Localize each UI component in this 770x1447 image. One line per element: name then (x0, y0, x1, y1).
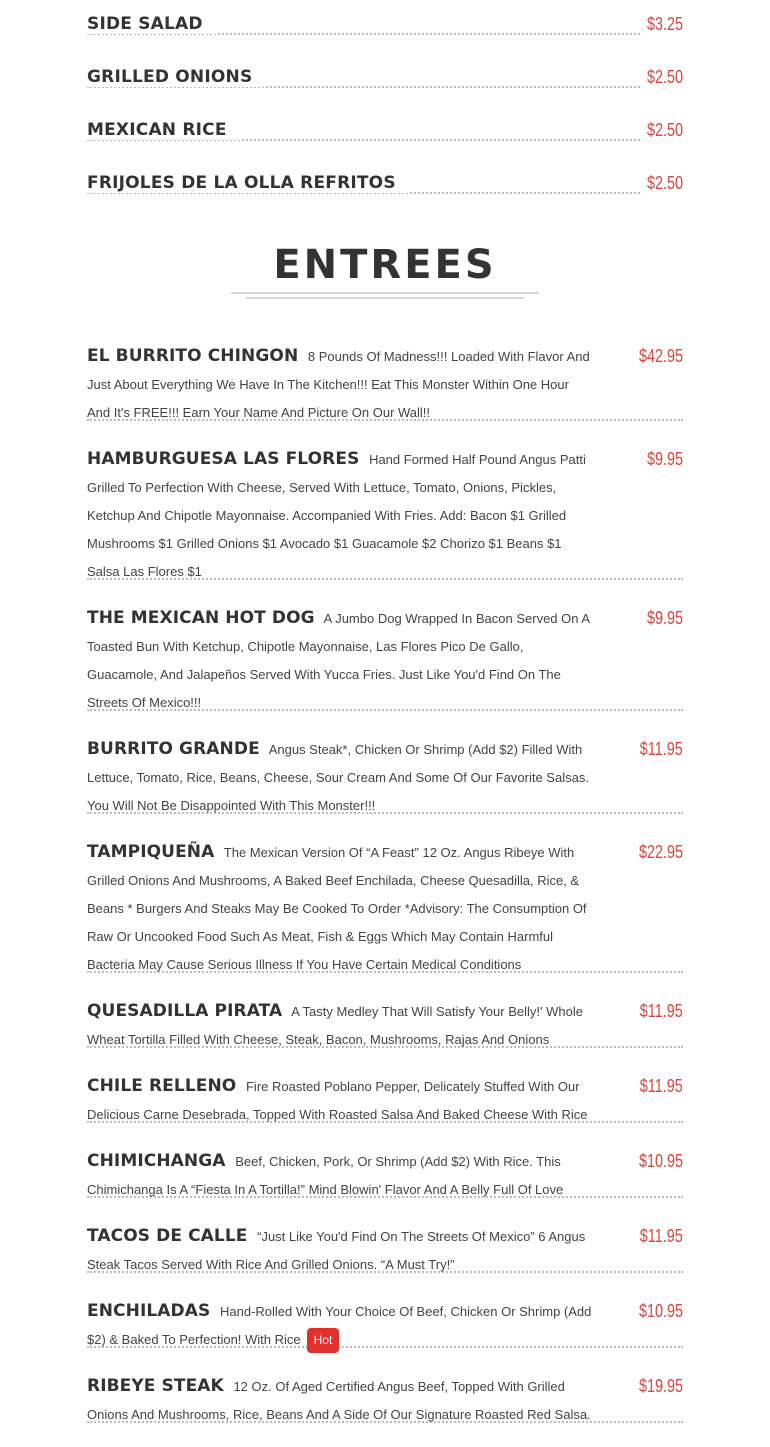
title-underline (231, 292, 539, 294)
menu-item-chimichanga (87, 1147, 683, 1198)
item-name: THE MEXICAN HOT DOG (87, 608, 315, 628)
item-price: $2.50 (642, 120, 683, 141)
item-name: FRIJOLES DE LA OLLA REFRITOS (87, 173, 410, 193)
hot-badge: Hot (307, 1328, 340, 1353)
item-description: Angus Steak*, Chicken Or Shrimp (Add $2) Filled With Lettuce, Tomato, Rice, Beans, Cheese, Sour Cream And Some Of Our Favorite Salsas. You Will Not Be Disappointed With This Monster!!! (87, 742, 589, 813)
menu-item-enchiladas (87, 1297, 683, 1348)
item-description: 12 Oz. Of Aged Certified Angus Beef, Topped With Grilled Onions And Mushrooms, Rice, Beans And A Side Of Our Signature Roasted Red Salsa. (87, 1379, 591, 1422)
menu-item-mexican-rice (87, 106, 683, 159)
item-name: GRILLED ONIONS (87, 67, 266, 87)
item-price: $11.95 (640, 1076, 683, 1096)
item-price: $2.50 (642, 173, 683, 194)
item-description: “Just Like You'd Find On The Streets Of Mexico” 6 Angus Steak Tacos Served With Rice And Grilled Onions. “A Must Try!” (87, 1229, 586, 1272)
item-price: $11.95 (640, 739, 683, 759)
item-price: $3.25 (642, 14, 683, 35)
item-description: Hand Formed Half Pound Angus Patti Grilled To Perfection With Cheese, Served With Lettuce, Tomato, Onions, Pickles, Ketchup And Chipotle Mayonnaise. Accompanied With Fries. Add: Bacon $1 Grilled Mushrooms $1 Grilled Onions $1 Avocado $1 Guacamole $2 Chorizo $1 Beans $1 Salsa Las Flores $1 (87, 452, 586, 579)
item-name: EL BURRITO CHINGON (87, 346, 299, 366)
menu-item-ribeye-steak (87, 1372, 683, 1423)
menu-item-grilled-onions (87, 53, 683, 106)
menu-item-tacos-de-calle (87, 1222, 683, 1273)
item-price: $19.95 (638, 1376, 683, 1396)
menu-item-frijoles (87, 159, 683, 212)
menu-item-quesadilla-pirata (87, 997, 683, 1048)
item-name: SIDE SALAD (87, 14, 217, 34)
menu-item-tampiquena (87, 838, 683, 973)
item-price: $9.95 (646, 449, 683, 469)
item-name: HAMBURGUESA LAS FLORES (87, 449, 360, 469)
menu-item-mexican-hot-dog (87, 604, 683, 711)
item-description: A Jumbo Dog Wrapped In Bacon Served On A Toasted Bun With Ketchup, Chipotle Mayonnaise, Las Flores Pico De Gallo, Guacamole, And Jalapeños Served With Yucca Fries. Just Like You'd Find On The Streets Of Mexico!!! (87, 611, 590, 710)
item-name: TACOS DE CALLE (87, 1226, 248, 1246)
menu (87, 0, 683, 1447)
section-title: ENTREES (273, 242, 497, 288)
item-price: $42.95 (638, 346, 683, 366)
item-name: ENCHILADAS (87, 1301, 211, 1321)
item-description: 8 Pounds Of Madness!!! Loaded With Flavor And Just About Everything We Have In The Kitchen!!! Eat This Monster Within One Hour And It's FREE!!! Earn Your Name And Picture On Our Wall!! (87, 349, 590, 420)
item-name: MEXICAN RICE (87, 120, 241, 140)
item-name: QUESADILLA PIRATA (87, 1001, 283, 1021)
item-name: CHILE RELLENO (87, 1076, 237, 1096)
item-name: CHIMICHANGA (87, 1151, 226, 1171)
item-description: Hand-Rolled With Your Choice Of Beef, Chicken Or Shrimp (Add $2) & Baked To Perfection! With Rice (87, 1304, 592, 1347)
item-name: TAMPIQUEÑA (87, 842, 215, 862)
item-price: $11.95 (640, 1226, 683, 1246)
item-description: Beef, Chicken, Pork, Or Shrimp (Add $2) With Rice. This Chimichanga Is A “Fiesta In A Tortilla!” Mind Blowin' Flavor And A Belly Full Of Love (87, 1154, 564, 1197)
item-description: Fire Roasted Poblano Pepper, Delicately Stuffed With Our Delicious Carne Desebrada, Topped With Roasted Salsa And Baked Cheese With Rice (87, 1079, 588, 1122)
item-price: $22.95 (638, 842, 683, 862)
item-price: $11.95 (640, 1001, 683, 1021)
item-description: The Mexican Version Of “A Feast” 12 Oz. Angus Ribeye With Grilled Onions And Mushrooms, A Baked Beef Enchilada, Cheese Quesadilla, Rice, & Beans * Burgers And Steaks May Be Cooked To Order *Advisory: The Consumption Of Raw Or Uncooked Food Such As Meat, Fish & Eggs Which May Contain Harmful Bacteria May Cause Serious Illness If You Have Certain Medical Conditions (87, 845, 587, 972)
menu-item-side-salad (87, 0, 683, 53)
menu-item-chile-relleno (87, 1072, 683, 1123)
item-price: $10.95 (638, 1301, 683, 1321)
menu-item-burrito-grande (87, 735, 683, 814)
title-underline-inner (246, 297, 524, 299)
item-price: $10.95 (638, 1151, 683, 1171)
item-description: A Tasty Medley That Will Satisfy Your Belly!' Whole Wheat Tortilla Filled With Cheese, Steak, Bacon, Mushrooms, Rajas And Onions (87, 1004, 583, 1047)
menu-item-burrito-chingon (87, 342, 683, 421)
item-name: BURRITO GRANDE (87, 739, 260, 759)
item-price: $2.50 (642, 67, 683, 88)
section-heading (87, 212, 683, 342)
item-price: $9.95 (646, 608, 683, 628)
menu-item-hamburguesa (87, 445, 683, 580)
item-name: RIBEYE STEAK (87, 1376, 224, 1396)
